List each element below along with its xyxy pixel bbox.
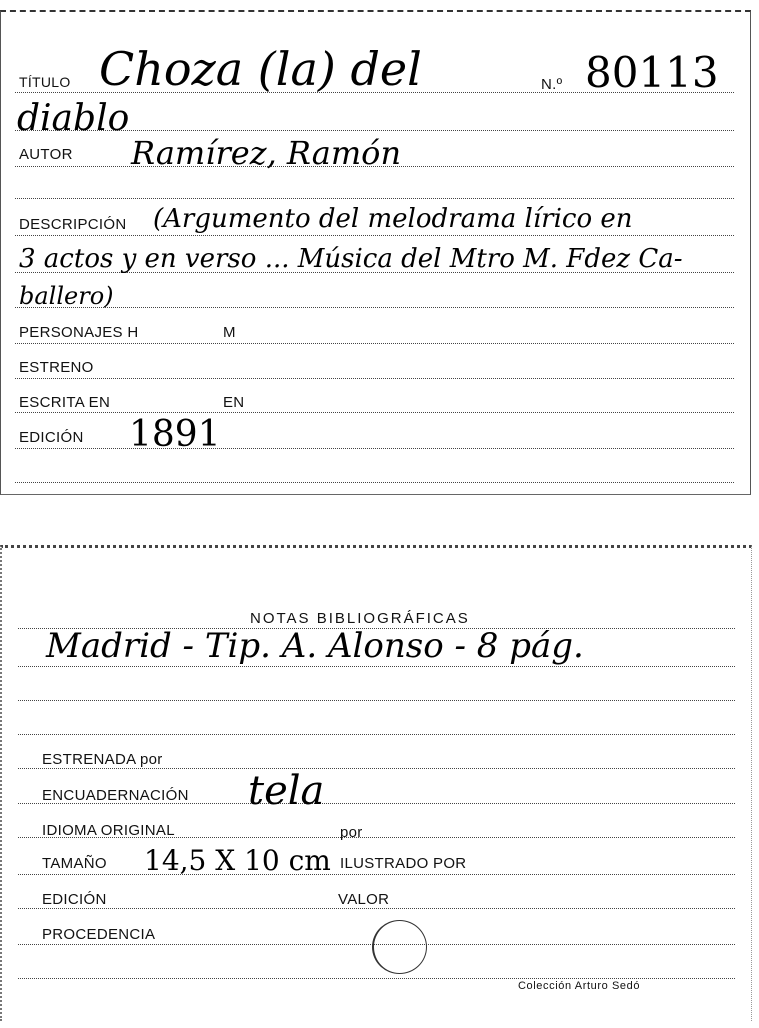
escrita-en-label: EN xyxy=(223,394,245,411)
idioma-label: IDIOMA ORIGINAL xyxy=(42,822,175,839)
tamano-value: 14,5 X 10 cm xyxy=(144,844,331,877)
autor-label: AUTOR xyxy=(19,146,73,163)
catalog-card-back xyxy=(0,545,752,1021)
estreno-label: ESTRENO xyxy=(19,359,94,376)
rule-line xyxy=(15,378,734,379)
rule-line xyxy=(18,666,735,667)
edicion-value: 1891 xyxy=(129,414,221,455)
rule-line xyxy=(15,448,734,449)
personajes-label: PERSONAJES H xyxy=(19,324,139,341)
rule-line xyxy=(18,874,735,875)
numero-value: 80113 xyxy=(585,48,719,97)
rule-line xyxy=(18,978,735,979)
valor-label: VALOR xyxy=(338,891,390,908)
descripcion-label: DESCRIPCIÓN xyxy=(19,216,127,233)
rule-line xyxy=(15,343,734,344)
rule-line xyxy=(15,235,734,236)
descripcion-value: (Argumento del melodrama lírico en xyxy=(153,204,633,234)
rule-line xyxy=(15,482,734,483)
encuadernacion-label: ENCUADERNACIÓN xyxy=(42,787,189,804)
numero-label: N.º xyxy=(541,76,563,93)
escrita-label: ESCRITA EN xyxy=(19,394,111,411)
ink-stamp-mark xyxy=(372,920,427,974)
autor-value: Ramírez, Ramón xyxy=(131,134,402,172)
encuadernacion-value: tela xyxy=(248,768,325,814)
rule-line xyxy=(15,198,734,199)
tamano-label: TAMAÑO xyxy=(42,855,107,872)
estrenada-label: ESTRENADA por xyxy=(42,751,163,768)
edicion-label: EDICIÓN xyxy=(42,891,107,908)
idioma-por-label: por xyxy=(340,824,363,841)
rule-line xyxy=(15,307,734,308)
rule-line xyxy=(18,734,735,735)
titulo-label: TÍTULO xyxy=(19,74,71,90)
descripcion-value-line-3: ballero) xyxy=(19,282,114,310)
coleccion-label: Colección Arturo Sedó xyxy=(518,980,641,992)
edicion-label: EDICIÓN xyxy=(19,429,84,446)
rule-line xyxy=(18,908,735,909)
titulo-value: Choza (la) del xyxy=(99,42,422,96)
personajes-m-label: M xyxy=(223,324,236,341)
rule-line xyxy=(18,768,735,769)
titulo-value-continued: diablo xyxy=(17,98,130,139)
procedencia-label: PROCEDENCIA xyxy=(42,926,156,943)
notas-label: NOTAS BIBLIOGRÁFICAS xyxy=(250,610,470,627)
rule-line xyxy=(18,700,735,701)
catalog-card-front xyxy=(0,10,751,495)
notas-value: Madrid - Tip. A. Alonso - 8 pág. xyxy=(46,626,584,666)
rule-line xyxy=(15,412,734,413)
ilustrado-label: ILUSTRADO POR xyxy=(340,855,467,872)
descripcion-value-line-2: 3 actos y en verso ... Música del Mtro M. Fdez Ca- xyxy=(19,244,683,274)
